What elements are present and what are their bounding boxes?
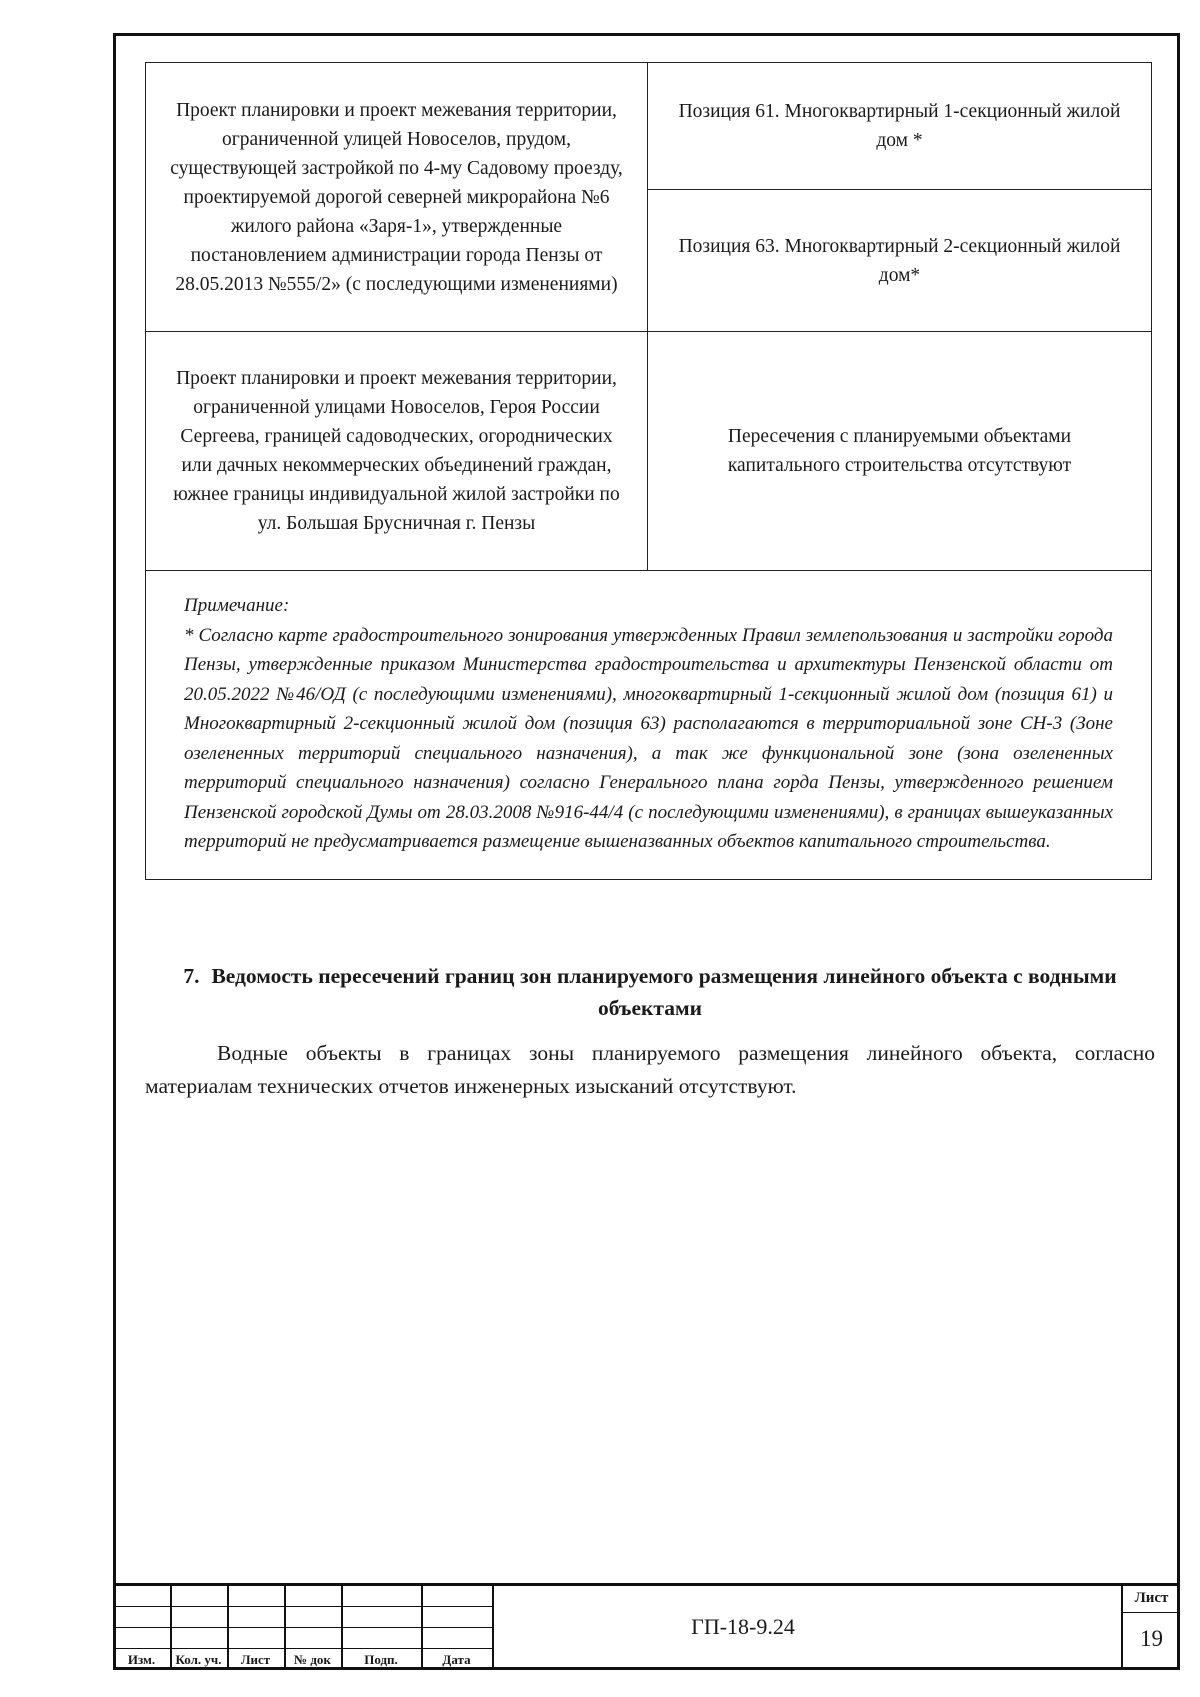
table-cell-project-1: Проект планировки и проект межевания территории, ограниченной улицей Новоселов, прудом, существующей застройкой по 4-му Садовому проезду, проектируемой дорогой северней микрорайона №6 жилого района «Заря-1», утвержденные постановлением администрации города Пензы от 28.05.2013 №555/2» (с последующими изменениями) <box>146 63 648 332</box>
table-cell-no-intersections: Пересечения с планируемыми объектами капитального строительства отсутствуют <box>648 332 1152 571</box>
sheet-label: Лист <box>1134 1590 1169 1606</box>
section-title: Ведомость пересечений границ зон планируемого размещения линейного объекта с водными объектами <box>211 964 1117 1020</box>
sheet-number: 19 <box>1140 1626 1163 1651</box>
table-note <box>146 571 1152 880</box>
stamp-label-izm: Изм. <box>127 1652 156 1667</box>
table-cell-position-63: Позиция 63. Многоквартирный 2-секционный жилой дом* <box>648 190 1152 332</box>
section-number: 7. <box>183 964 200 988</box>
note-text: * Согласно карте градостроительного зонирования утвержденных Правил землепользования и застройки города Пензы, утвержденные приказом Министерства градостроительства и архитектуры Пензенской области от 20.05.2022 №46/ОД (с последующими изменениями), многоквартирный 1-секционный жилой дом (позиция 61) и Многоквартирный 2-секционный жилой дом (позиция 63) располагаются в территориальной зоне СН-3 (Зоне озелененных территорий специального назначения), а так же функциональной зоне (зона озелененных территорий специального назначения) согласно Генерального плана горда Пензы, утвержденного решением Пензенской городской Думы от 28.03.2008 №916-44/4 (с последующими изменениями), в границах вышеуказанных территорий не предусматривается размещение вышеназванных объектов капитального строительства. <box>184 624 1113 852</box>
stamp-label-ndok: № док <box>294 1652 331 1667</box>
title-block <box>113 1583 1180 1670</box>
stamp-label-podp: Подп. <box>364 1652 398 1667</box>
table-cell-position-61: Позиция 61. Многоквартирный 1-секционный жилой дом * <box>648 63 1152 190</box>
stamp-label-list: Лист <box>240 1652 271 1667</box>
document-code: ГП-18-9.24 <box>691 1614 795 1639</box>
section-paragraph: Водные объекты в границах зоны планируемого размещения линейного объекта, согласно материалам технических отчетов инженерных изысканий отсутствуют. <box>145 1041 1155 1098</box>
stamp-label-data: Дата <box>442 1652 471 1667</box>
intersections-table <box>145 62 1152 880</box>
section-heading <box>145 960 1155 1024</box>
stamp-label-kol: Кол. уч. <box>175 1652 222 1667</box>
stamp-sheet-line <box>1123 1612 1180 1613</box>
note-title: Примечание: <box>184 595 290 616</box>
table-cell-project-2: Проект планировки и проект межевания территории, ограниченной улицами Новоселов, Героя России Сергеева, границей садоводческих, огороднических или дачных некоммерческих объединений граждан, южнее границы индивидуальной жилой застройки по ул. Большая Брусничная г. Пензы <box>146 332 648 571</box>
